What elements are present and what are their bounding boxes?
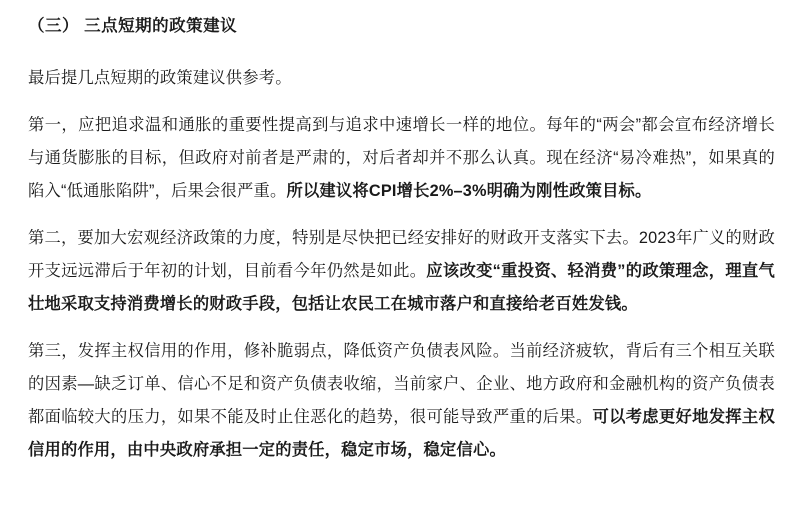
paragraph-second-text: 第二，要加大宏观经济政策的力度，特别是尽快把已经安排好的财政开支落实下去。2023年广义的财政开支远远滞后于年初的计划，目前看今年仍然是如此。	[28, 229, 775, 280]
intro-paragraph: 最后提几点短期的政策建议供参考。	[28, 69, 292, 87]
paragraph-second	[28, 222, 775, 321]
paragraph-third	[28, 335, 775, 467]
section-heading: （三） 三点短期的政策建议	[28, 17, 238, 35]
paragraph-third-emphasis: 可以考虑更好地发挥主权信用的作用，由中央政府承担一定的责任，稳定市场，稳定信心。	[28, 408, 775, 459]
paragraph-first-emphasis: 所以建议将CPI增长2%–3%明确为刚性政策目标。	[286, 182, 652, 200]
paragraph-first	[28, 109, 775, 208]
paragraph-third-text: 第三，发挥主权信用的作用，修补脆弱点，降低资产负债表风险。当前经济疲软，背后有三个相互关联的因素—缺乏订单、信心不足和资产负债表收缩，当前家户、企业、地方政府和金融机构的资产负债表都面临较大的压力，如果不能及时止住恶化的趋势，很可能导致严重的后果。	[28, 342, 775, 426]
paragraph-first-text: 第一，应把追求温和通胀的重要性提高到与追求中速增长一样的地位。每年的“两会”都会宣布经济增长与通货膨胀的目标，但政府对前者是严肃的，对后者却并不那么认真。现在经济“易冷难热”，如果真的陷入“低通胀陷阱”，后果会很严重。	[28, 116, 775, 200]
paragraph-second-emphasis: 应该改变“重投资、轻消费”的政策理念，理直气壮地采取支持消费增长的财政手段，包括让农民工在城市落户和直接给老百姓发钱。	[28, 262, 775, 313]
